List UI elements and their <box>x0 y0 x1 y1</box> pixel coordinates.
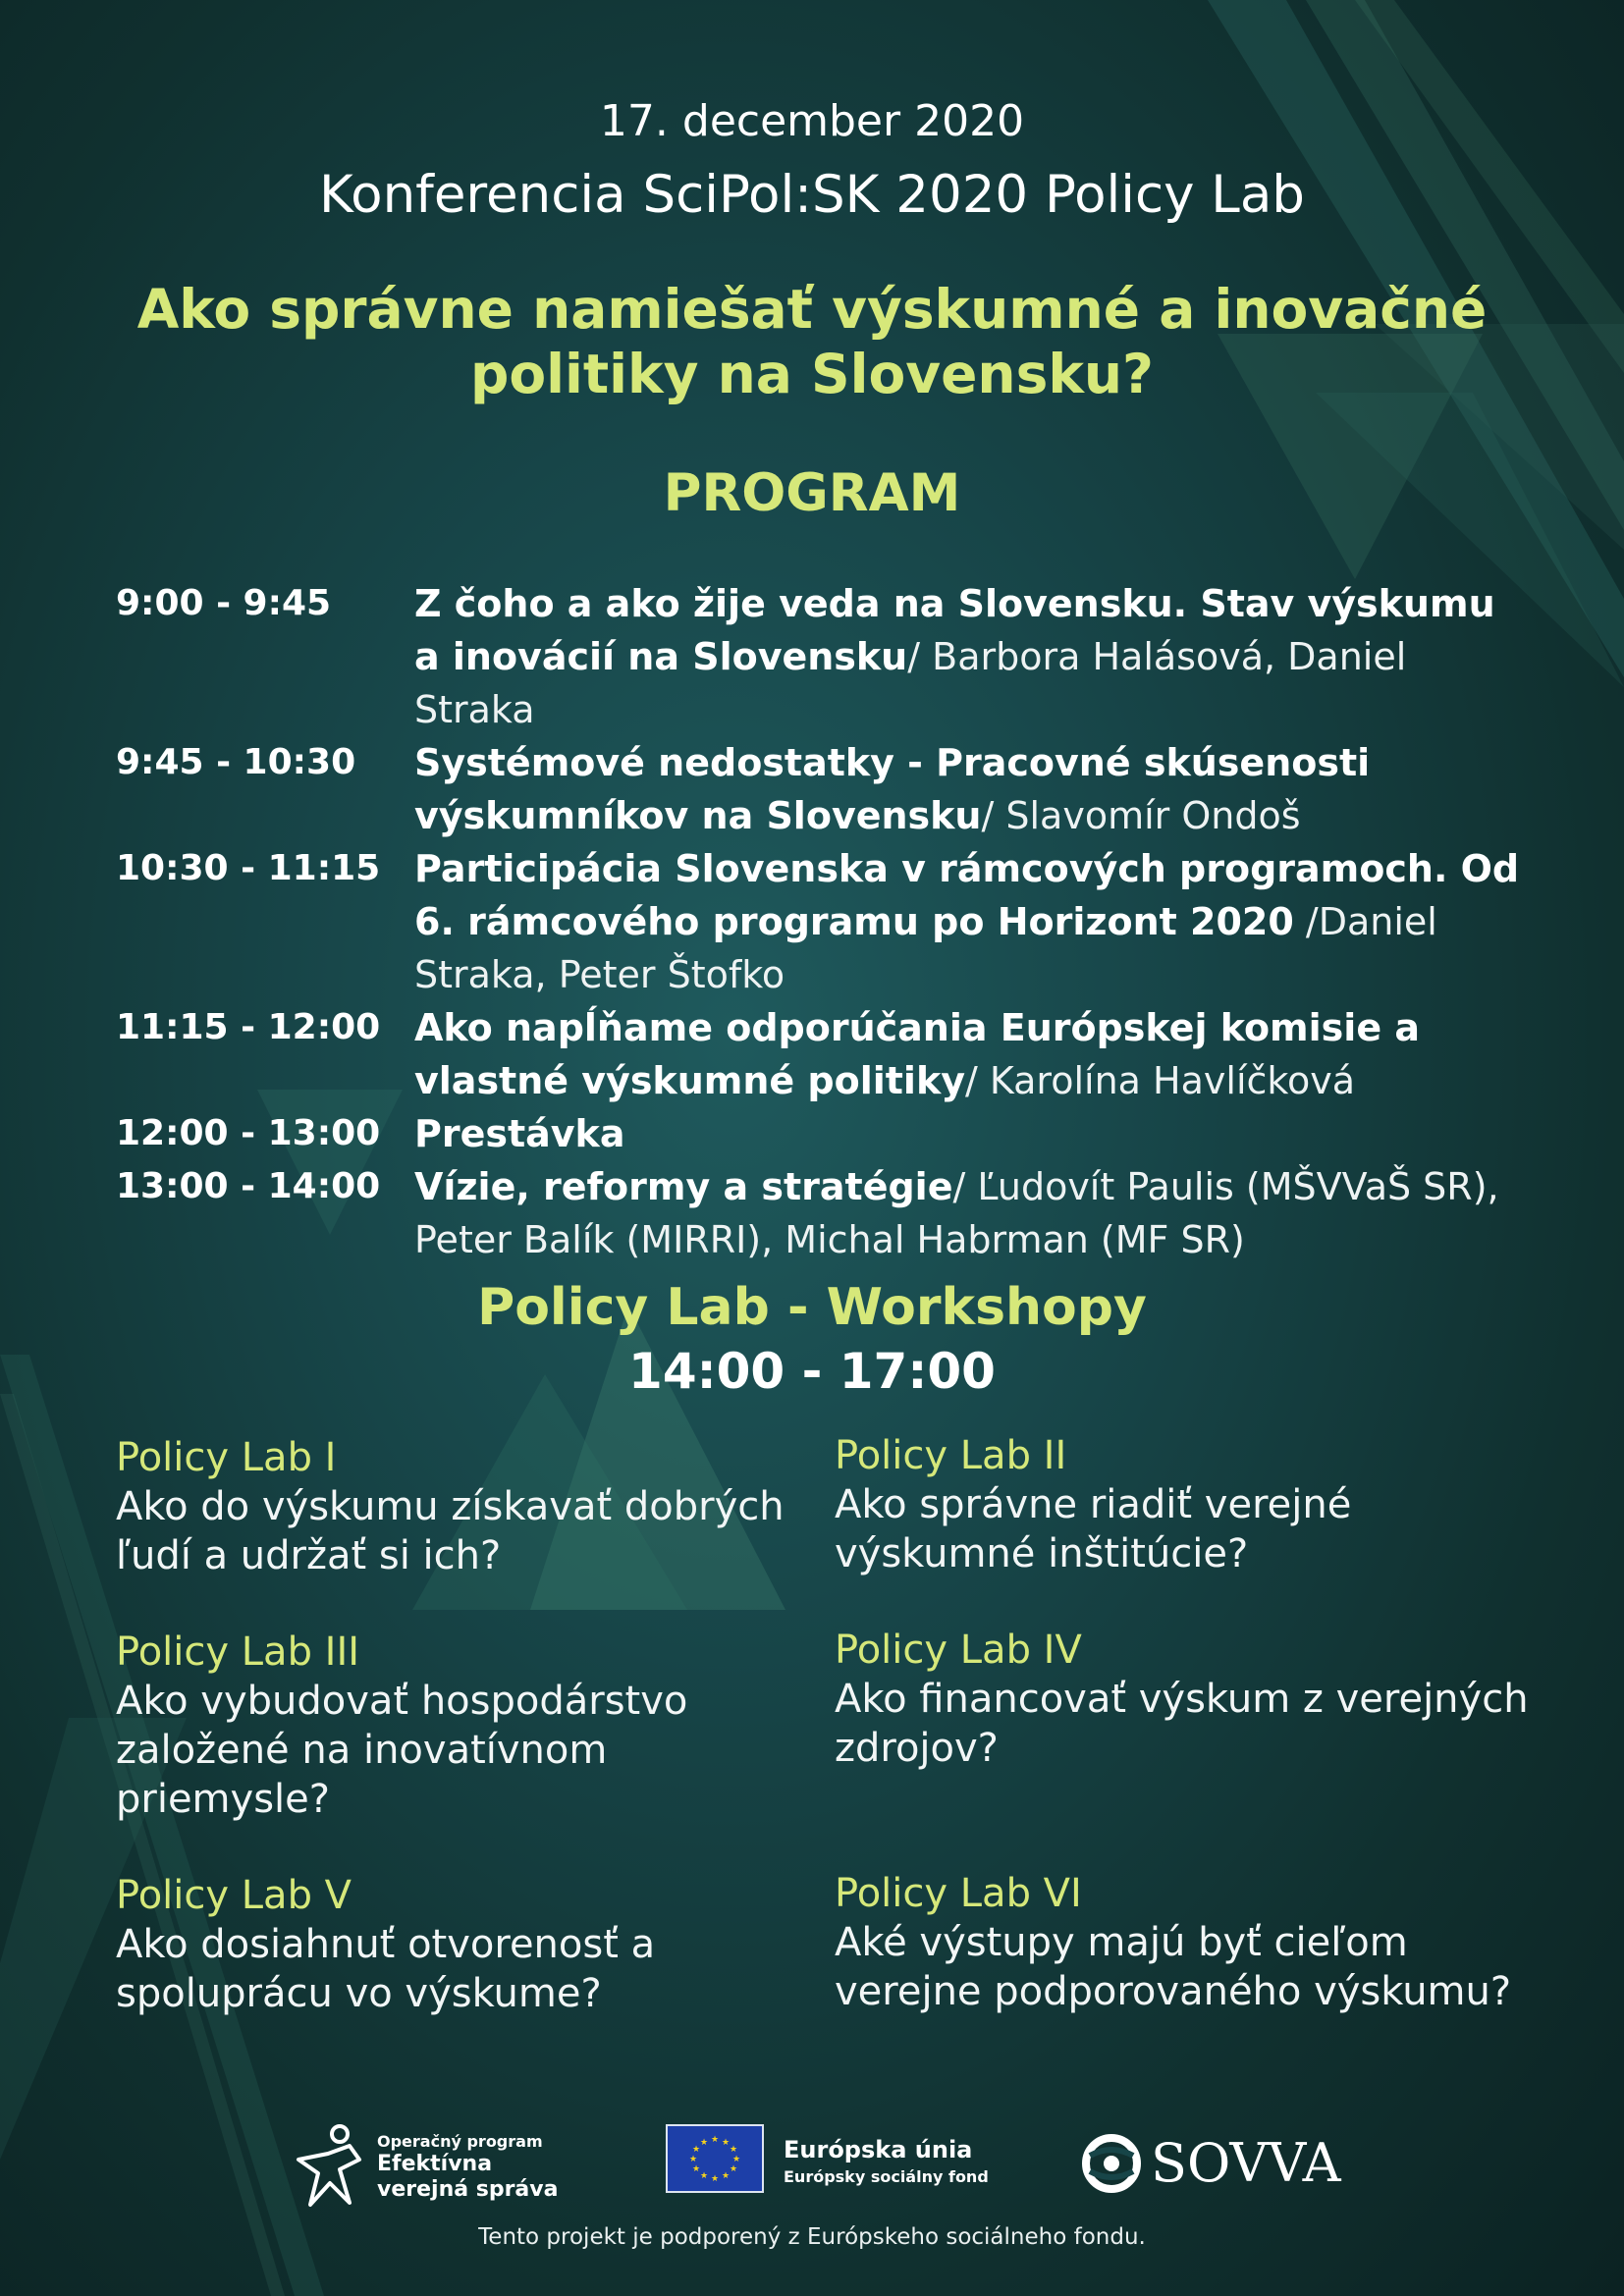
logo-sovva <box>1082 2122 1341 2201</box>
svg-text:★: ★ <box>691 2145 701 2155</box>
lab-title: Policy Lab VI <box>835 1871 1082 1916</box>
schedule-item <box>414 736 1530 842</box>
svg-text:★: ★ <box>710 2135 720 2145</box>
lab-question-line: Aké výstupy majú byť cieľom <box>835 1920 1408 1965</box>
session-title: Vízie, reformy a stratégie <box>414 1165 953 1208</box>
policy-lab-2 <box>835 1431 1542 1578</box>
logo-efektivna-verejna-sprava <box>289 2120 564 2209</box>
workshops-time: 14:00 - 17:00 <box>628 1343 996 1400</box>
svg-text:★: ★ <box>729 2164 738 2174</box>
svg-text:★: ★ <box>729 2145 738 2155</box>
session-speakers: / Karolína Havlíčková <box>965 1059 1356 1102</box>
svg-text:★: ★ <box>721 2138 731 2148</box>
schedule-item <box>414 842 1530 1001</box>
svg-text:★: ★ <box>688 2155 698 2164</box>
lab-question-line: spoluprácu vo výskume? <box>116 1971 602 2016</box>
workshops-title: Policy Lab - Workshopy <box>477 1278 1147 1337</box>
eu-flag-icon <box>666 2124 764 2193</box>
lab-question-line: ľudí a udržať si ich? <box>116 1533 502 1578</box>
lab-title: Policy Lab III <box>116 1629 360 1675</box>
logo-european-union <box>666 2124 990 2203</box>
star-figure-icon <box>289 2120 371 2209</box>
session-speakers: / Ľudovít Paulis (MŠVVaŠ SR), Peter Balík (MIRRI), Michal Habrman (MF SR) <box>414 1165 1499 1261</box>
policy-lab-5 <box>116 1871 823 2018</box>
lab-title: Policy Lab V <box>116 1873 352 1918</box>
lab-question-line: verejne podporovaného výskumu? <box>835 1969 1512 2014</box>
policy-lab-6 <box>835 1869 1542 2016</box>
logo-oprog-line-2: verejná správa <box>377 2177 559 2202</box>
sovva-emblem-icon <box>1082 2134 1141 2193</box>
schedule-time: 12:00 - 13:00 <box>116 1113 381 1153</box>
svg-text:★: ★ <box>710 2174 720 2184</box>
schedule-row <box>116 1160 1530 1266</box>
session-speakers: / Barbora Halásová, Daniel Straka <box>414 635 1407 731</box>
lab-question-line: priemysle? <box>116 1777 330 1822</box>
schedule-row <box>116 842 1530 1001</box>
schedule-time: 9:00 - 9:45 <box>116 583 332 623</box>
svg-text:★: ★ <box>721 2171 731 2181</box>
logo-oprog-title <box>377 2152 558 2203</box>
schedule <box>116 577 1530 1266</box>
headline-line-1: Ako správne namiešať výskumné a inovačné <box>136 278 1488 341</box>
svg-text:★: ★ <box>699 2138 709 2148</box>
policy-lab-4 <box>835 1626 1542 1773</box>
lab-title: Policy Lab IV <box>835 1628 1082 1673</box>
logo-eu-subtitle: Európsky sociálny fond <box>784 2167 989 2186</box>
headline-line-2: politiky na Slovensku? <box>470 343 1154 405</box>
session-speakers: /Daniel Straka, Peter Štofko <box>414 900 1437 996</box>
svg-text:★: ★ <box>699 2171 709 2181</box>
lab-question-line: Ako financovať výskum z verejných <box>835 1677 1529 1722</box>
session-title: Participácia Slovenska v rámcových programoch. Od 6. rámcového programu po Horizont 2020 <box>414 847 1520 943</box>
lab-question-line: založené na inovatívnom <box>116 1728 608 1773</box>
lab-question-line: Ako dosiahnuť otvorenosť a <box>116 1922 656 1967</box>
schedule-item <box>414 1107 1530 1160</box>
policy-lab-1 <box>116 1433 823 1580</box>
logo-sovva-text: SOVVA <box>1151 2132 1341 2194</box>
schedule-time: 11:15 - 12:00 <box>116 1007 381 1047</box>
logo-oprog-small: Operačný program <box>377 2132 543 2151</box>
event-date: 17. december 2020 <box>599 96 1025 146</box>
funding-note: Tento projekt je podporený z Európskeho sociálneho fondu. <box>478 2224 1146 2250</box>
lab-question-line: Ako správne riadiť verejné <box>835 1482 1352 1527</box>
schedule-row <box>116 736 1530 842</box>
schedule-item <box>414 577 1530 736</box>
schedule-item <box>414 1001 1530 1107</box>
footer-logos <box>0 2120 1624 2209</box>
lab-question-line: Ako vybudovať hospodárstvo <box>116 1679 688 1724</box>
schedule-time: 9:45 - 10:30 <box>116 742 356 782</box>
session-title: Prestávka <box>414 1112 625 1155</box>
session-title: Systémové nedostatky - Pracovné skúsenosti výskumníkov na Slovensku <box>414 741 1371 837</box>
logo-eu-title: Európska únia <box>784 2136 973 2163</box>
schedule-row <box>116 577 1530 736</box>
conference-title: Konferencia SciPol:SK 2020 Policy Lab <box>319 165 1305 225</box>
headline <box>0 277 1624 406</box>
schedule-time: 10:30 - 11:15 <box>116 848 381 888</box>
schedule-row <box>116 1001 1530 1107</box>
schedule-row <box>116 1107 1530 1160</box>
lab-question-line: Ako do výskumu získavať dobrých <box>116 1484 785 1529</box>
lab-question-line: výskumné inštitúcie? <box>835 1531 1249 1576</box>
session-title: Ako napĺňame odporúčania Európskej komisie a vlastné výskumné politiky <box>414 1006 1420 1102</box>
policy-lab-3 <box>116 1628 823 1824</box>
lab-title: Policy Lab II <box>835 1433 1067 1478</box>
session-title: Z čoho a ako žije veda na Slovensku. Stav výskumu a inovácií na Slovensku <box>414 582 1495 678</box>
schedule-time: 13:00 - 14:00 <box>116 1166 381 1206</box>
svg-text:★: ★ <box>731 2155 741 2164</box>
svg-text:★: ★ <box>691 2164 701 2174</box>
lab-question-line: zdrojov? <box>835 1726 999 1771</box>
program-title: PROGRAM <box>663 463 961 523</box>
schedule-item <box>414 1160 1530 1266</box>
lab-title: Policy Lab I <box>116 1435 337 1480</box>
session-speakers: / Slavomír Ondoš <box>981 794 1301 837</box>
logo-oprog-line-1: Efektívna <box>377 2152 493 2176</box>
